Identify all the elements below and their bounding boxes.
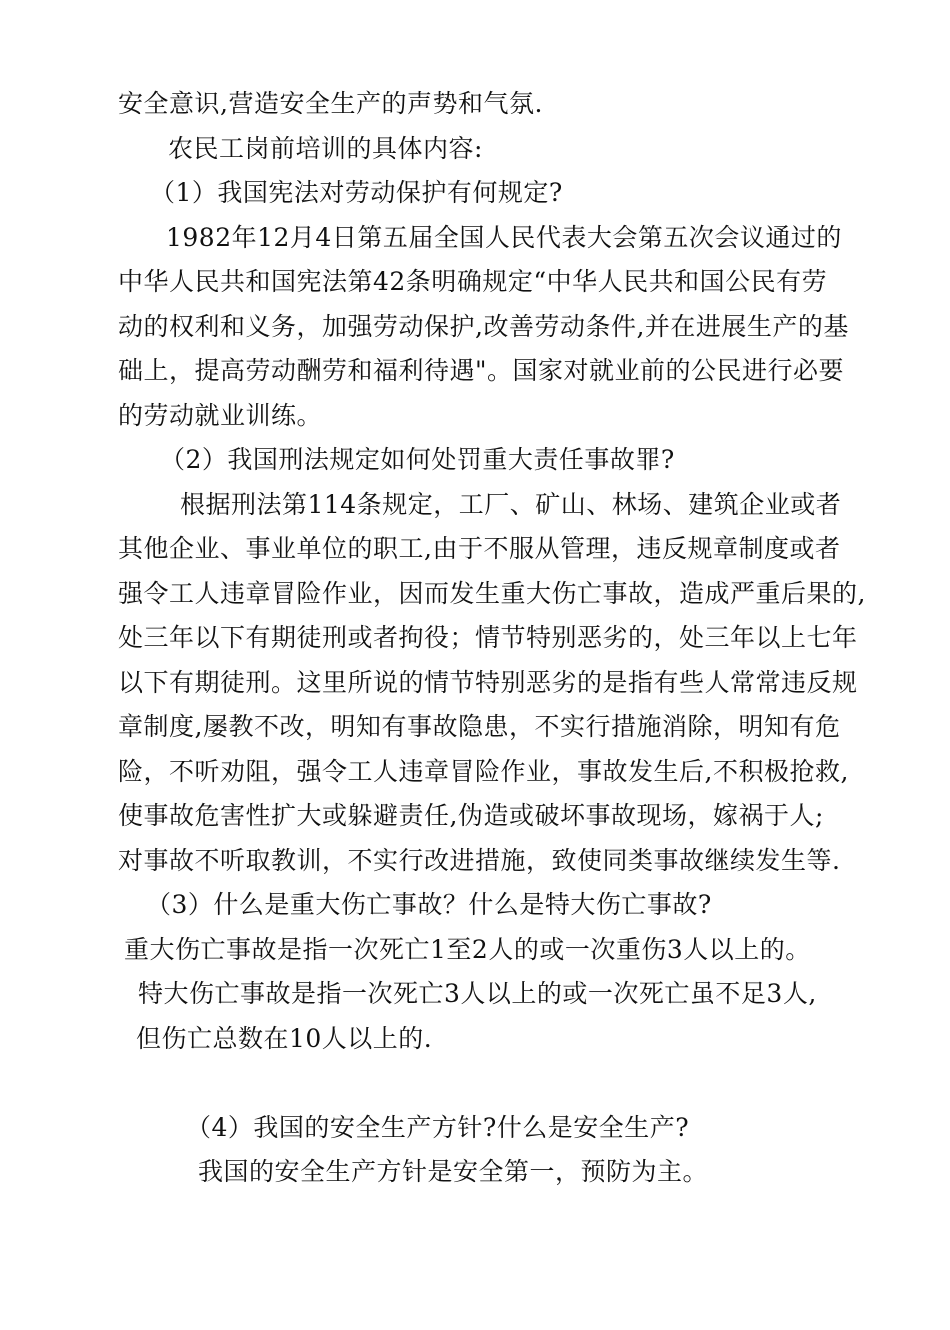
text-line: 中华人民共和国宪法第42条明确规定“中华人民共和国公民有劳 xyxy=(118,267,828,296)
text-line: 特大伤亡事故是指一次死亡3人以上的或一次死亡虽不足3人, xyxy=(138,979,817,1008)
text-line: 根据刑法第114条规定，工厂、矿山、林场、建筑企业或者 xyxy=(180,490,842,519)
text-line: 其他企业、事业单位的职工,由于不服从管理，违反规章制度或者 xyxy=(118,534,841,563)
text-line: 农民工岗前培训的具体内容: xyxy=(168,134,483,163)
text-line: 对事故不听取教训，不实行改进措施，致使同类事故继续发生等. xyxy=(118,846,841,875)
text-line: 以下有期徒刑。这里所说的情节特别恶劣的是指有些人常常违反规 xyxy=(118,668,858,697)
section-heading: （4）我国的安全生产方针?什么是安全生产? xyxy=(186,1113,690,1142)
text-line: 础上，提高劳动酬劳和福利待遇"。国家对就业前的公民进行必要 xyxy=(118,356,845,385)
text-line: 但伤亡总数在10人以上的. xyxy=(136,1024,433,1053)
text-line: 险，不听劝阻，强令工人违章冒险作业，事故发生后,不积极抢救, xyxy=(118,757,849,786)
section-heading: （3）什么是重大伤亡事故？什么是特大伤亡事故? xyxy=(146,890,712,919)
text-line: 章制度,屡教不改，明知有事故隐患，不实行措施消除，明知有危 xyxy=(118,712,841,741)
section-heading: （2）我国刑法规定如何处罚重大责任事故罪? xyxy=(160,445,675,474)
text-line: 1982年12月4日第五届全国人民代表大会第五次会议通过的 xyxy=(166,223,842,252)
text-line: 强令工人违章冒险作业，因而发生重大伤亡事故，造成严重后果的, xyxy=(118,579,866,608)
text-line: 动的权利和义务，加强劳动保护,改善劳动条件,并在进展生产的基 xyxy=(118,312,849,341)
section-heading: （1）我国宪法对劳动保护有何规定? xyxy=(150,178,563,207)
text-line: 重大伤亡事故是指一次死亡1至2人的或一次重伤3人以上的。 xyxy=(124,935,811,964)
text-line: 使事故危害性扩大或躲避责任,伪造或破坏事故现场，嫁祸于人; xyxy=(118,801,824,830)
text-line: 安全意识,营造安全生产的声势和气氛. xyxy=(118,89,543,118)
text-line: 处三年以下有期徒刑或者拘役；情节特别恶劣的，处三年以上七年 xyxy=(118,623,858,652)
text-line: 我国的安全生产方针是安全第一，预防为主。 xyxy=(198,1157,709,1186)
text-line: 的劳动就业训练。 xyxy=(118,401,323,430)
